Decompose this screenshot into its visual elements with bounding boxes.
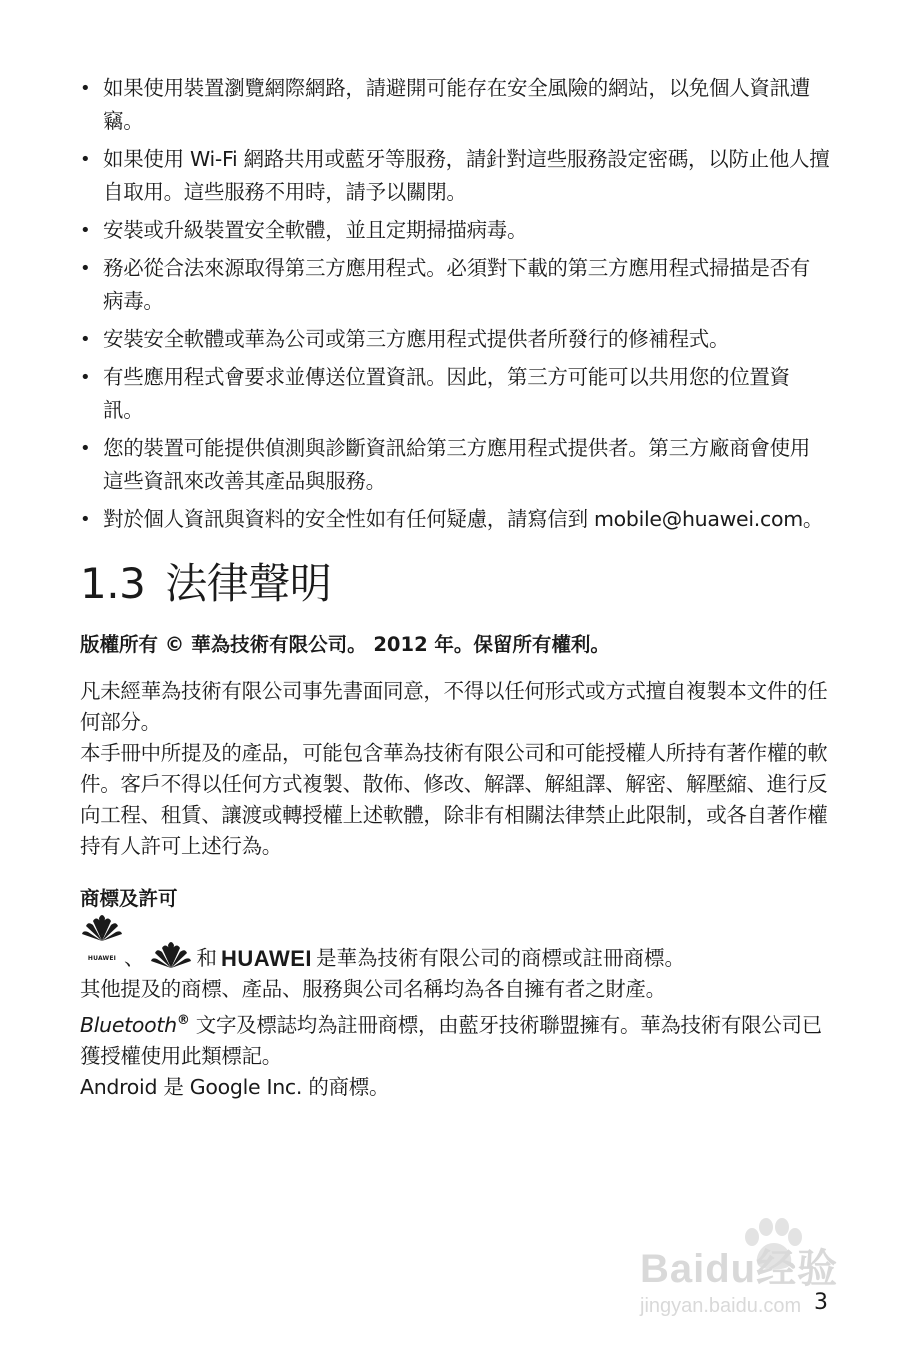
bullet-icon: • bbox=[80, 220, 91, 241]
bullet-icon: • bbox=[80, 367, 91, 388]
and-word: 和 bbox=[196, 946, 217, 970]
bullet-icon: • bbox=[80, 329, 91, 350]
registered-mark: ® bbox=[176, 1013, 190, 1028]
huawei-logo-with-text bbox=[80, 912, 124, 974]
watermark-brand: Baidu经验 bbox=[640, 1247, 839, 1291]
bullet-icon: • bbox=[80, 438, 91, 459]
bullet-icon: • bbox=[80, 509, 91, 530]
watermark-url: jingyan.baidu.com bbox=[640, 1295, 802, 1317]
logo-caption: HUAWEI bbox=[87, 955, 117, 962]
bullet-icon: • bbox=[80, 258, 91, 279]
list-item: • 如果使用 Wi-Fi 網路共用或藍牙等服務，請針對這些服務設定密碼，以防止他人擅自取用。這些服務不用時，請予以關閉。 bbox=[80, 143, 830, 209]
separator: 、 bbox=[124, 946, 145, 970]
android-notice: Android 是 Google Inc. 的商標。 bbox=[80, 1074, 390, 1099]
list-item: • 您的裝置可能提供偵測與診斷資訊給第三方應用程式提供者。第三方廠商會使用這些資訊來改善其產品與服務。 bbox=[80, 432, 830, 498]
huawei-flower-icon bbox=[149, 938, 193, 970]
list-item: • 有些應用程式會要求並傳送位置資訊。因此，第三方可能可以共用您的位置資訊。 bbox=[80, 361, 830, 427]
list-item: • 安裝安全軟體或華為公司或第三方應用程式提供者所發行的修補程式。 bbox=[80, 323, 830, 356]
list-item: • 對於個人資訊與資料的安全性如有任何疑慮，請寫信到 mobile@huawei.com。 bbox=[80, 503, 830, 536]
list-item: • 務必從合法來源取得第三方應用程式。必須對下載的第三方應用程式掃描是否有病毒。 bbox=[80, 252, 830, 318]
bluetooth-notice bbox=[80, 1005, 830, 1072]
huawei-logo bbox=[149, 938, 193, 970]
section-heading bbox=[80, 556, 830, 612]
document-page bbox=[80, 72, 830, 1103]
huawei-wordmark: HUAWEI bbox=[221, 946, 312, 971]
bluetooth-word: Bluetooth bbox=[80, 1012, 177, 1037]
section-title: 法律聲明 bbox=[165, 559, 332, 608]
list-item: • 安裝或升級裝置安全軟體，並且定期掃描病毒。 bbox=[80, 214, 830, 247]
page-number: 3 bbox=[814, 1290, 828, 1315]
bluetooth-text: 文字及標誌均為註冊商標，由藍牙技術聯盟擁有。華為技術有限公司已獲授權使用此類標記。 bbox=[80, 1012, 822, 1068]
legal-paragraph: 本手冊中所提及的產品，可能包含華為技術有限公司和可能授權人所持有著作權的軟件。客戶不得以任何方式複製、散佈、修改、解譯、解組譯、解密、解壓縮、進行反向工程、租賃、讓渡或轉授權上述軟體，除非有相關法律禁止此限制，或各自著作權持有人許可上述行為。 bbox=[80, 741, 828, 858]
other-trademarks: 其他提及的商標、產品、服務與公司名稱均為各自擁有者之財產。 bbox=[80, 977, 666, 1001]
list-item: • 如果使用裝置瀏覽網際網路，請避開可能存在安全風險的網站，以免個人資訊遭竊。 bbox=[80, 72, 830, 138]
copyright-notice: 版權所有 © 華為技術有限公司。 2012 年。保留所有權利。 bbox=[80, 633, 610, 656]
security-tips-list bbox=[80, 72, 830, 536]
huawei-flower-icon bbox=[80, 912, 124, 942]
trademark-line bbox=[80, 930, 830, 974]
legal-paragraph: 凡未經華為技術有限公司事先書面同意，不得以任何形式或方式擅自複製本文件的任何部分。 bbox=[80, 679, 828, 734]
trademark-statement: 是華為技術有限公司的商標或註冊商標。 bbox=[316, 946, 685, 970]
bullet-icon: • bbox=[80, 149, 91, 170]
bullet-icon: • bbox=[80, 78, 91, 99]
trademark-heading: 商標及許可 bbox=[80, 887, 178, 910]
section-number: 1.3 bbox=[80, 559, 146, 608]
